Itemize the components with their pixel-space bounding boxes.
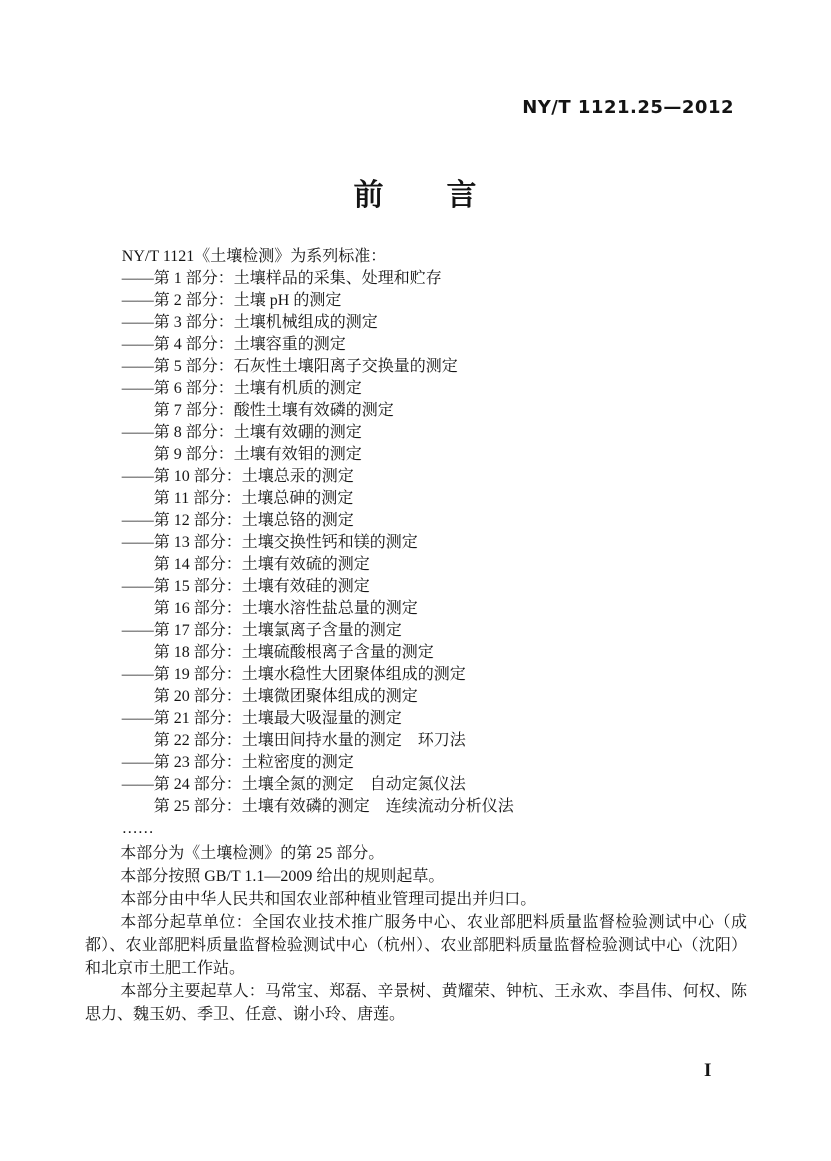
part-dash: ——: [121, 314, 154, 331]
part-label: 第 9 部分：土壤有效钼的测定: [153, 446, 362, 463]
part-dash: ——: [121, 710, 154, 727]
part-item: [85, 488, 747, 510]
part-dash: ——: [121, 754, 154, 771]
part-item: [85, 290, 747, 312]
page-number: I: [704, 1060, 712, 1081]
part-label: 第 24 部分：土壤全氮的测定 自动定氮仪法: [153, 776, 466, 793]
part-label: 第 15 部分：土壤有效硅的测定: [153, 578, 370, 595]
part-item: [85, 796, 747, 818]
part-label: 第 3 部分：土壤机械组成的测定: [153, 314, 378, 331]
part-label: 第 20 部分：土壤微团聚体组成的测定: [153, 688, 418, 705]
standard-number: NY/T 1121.25—2012: [522, 97, 734, 118]
foreword-content: [85, 246, 747, 1026]
part-label: 第 2 部分：土壤 pH 的测定: [153, 292, 342, 309]
part-dash: ——: [121, 336, 154, 353]
part-item: [85, 466, 747, 488]
part-item: [85, 532, 747, 554]
paragraph: 本部分主要起草人：马常宝、郑磊、辛景树、黄耀荣、钟杭、王永欢、李昌伟、何权、陈思力、魏玉奶、季卫、任意、谢小玲、唐莲。: [85, 983, 747, 1023]
paragraph: 本部分按照 GB/T 1.1—2009 给出的规则起草。: [120, 868, 445, 885]
part-dash: ——: [121, 424, 154, 441]
part-item: [85, 708, 747, 730]
part-label: 第 21 部分：土壤最大吸湿量的测定: [153, 710, 402, 727]
part-item: [85, 620, 747, 642]
part-item: [85, 356, 747, 378]
part-item: [85, 400, 747, 422]
part-item: [85, 510, 747, 532]
series-intro-line: NY/T 1121《土壤检测》为系列标准：: [121, 248, 387, 265]
page-title: 前 言: [353, 178, 478, 213]
part-item: [85, 752, 747, 774]
ellipsis-line: ……: [121, 820, 154, 837]
part-label: 第 13 部分：土壤交换性钙和镁的测定: [153, 534, 418, 551]
part-item: [85, 312, 747, 334]
part-item: [85, 598, 747, 620]
part-dash: ——: [121, 512, 154, 529]
part-label: 第 19 部分：土壤水稳性大团聚体组成的测定: [153, 666, 466, 683]
paragraph: 本部分为《土壤检测》的第 25 部分。: [120, 845, 385, 862]
part-item: [85, 664, 747, 686]
part-item: [85, 642, 747, 664]
part-item: [85, 334, 747, 356]
part-item: [85, 774, 747, 796]
part-label: 第 1 部分：土壤样品的采集、处理和贮存: [153, 270, 442, 287]
part-item: [85, 268, 747, 290]
part-label: 第 18 部分：土壤硫酸根离子含量的测定: [153, 644, 434, 661]
part-label: 第 16 部分：土壤水溶性盐总量的测定: [153, 600, 418, 617]
part-label: 第 23 部分：土粒密度的测定: [153, 754, 354, 771]
part-dash: ——: [121, 666, 154, 683]
part-label: 第 22 部分：土壤田间持水量的测定 环刀法: [153, 732, 466, 749]
part-item: [85, 554, 747, 576]
part-dash: ——: [121, 380, 154, 397]
part-dash: ——: [121, 292, 154, 309]
part-label: 第 14 部分：土壤有效硫的测定: [153, 556, 370, 573]
part-label: 第 4 部分：土壤容重的测定: [153, 336, 346, 353]
part-label: 第 8 部分：土壤有效硼的测定: [153, 424, 362, 441]
part-dash: ——: [121, 622, 154, 639]
part-dash: ——: [121, 776, 154, 793]
part-label: 第 17 部分：土壤氯离子含量的测定: [153, 622, 402, 639]
paragraph: 本部分由中华人民共和国农业部种植业管理司提出并归口。: [120, 891, 537, 908]
part-item: [85, 378, 747, 400]
part-label: 第 11 部分：土壤总砷的测定: [153, 490, 354, 507]
part-dash: ——: [121, 270, 154, 287]
part-label: 第 12 部分：土壤总铬的测定: [153, 512, 354, 529]
part-label: 第 6 部分：土壤有机质的测定: [153, 380, 362, 397]
part-label: 第 25 部分：土壤有效磷的测定 连续流动分析仪法: [153, 798, 514, 815]
part-dash: ——: [121, 578, 154, 595]
part-item: [85, 444, 747, 466]
part-label: 第 5 部分：石灰性土壤阳离子交换量的测定: [153, 358, 458, 375]
part-item: [85, 686, 747, 708]
foreword-paragraphs: [85, 842, 747, 1026]
part-item: [85, 730, 747, 752]
part-item: [85, 576, 747, 598]
part-dash: ——: [121, 468, 154, 485]
part-dash: ——: [121, 358, 154, 375]
part-label: 第 10 部分：土壤总汞的测定: [153, 468, 354, 485]
part-label: 第 7 部分：酸性土壤有效磷的测定: [153, 402, 394, 419]
paragraph: 本部分起草单位：全国农业技术推广服务中心、农业部肥料质量监督检验测试中心（成都）、农业部肥料质量监督检验测试中心（杭州）、农业部肥料质量监督检验测试中心（沈阳）和北京市土肥工作站。: [85, 914, 747, 977]
part-dash: ——: [121, 534, 154, 551]
part-item: [85, 422, 747, 444]
